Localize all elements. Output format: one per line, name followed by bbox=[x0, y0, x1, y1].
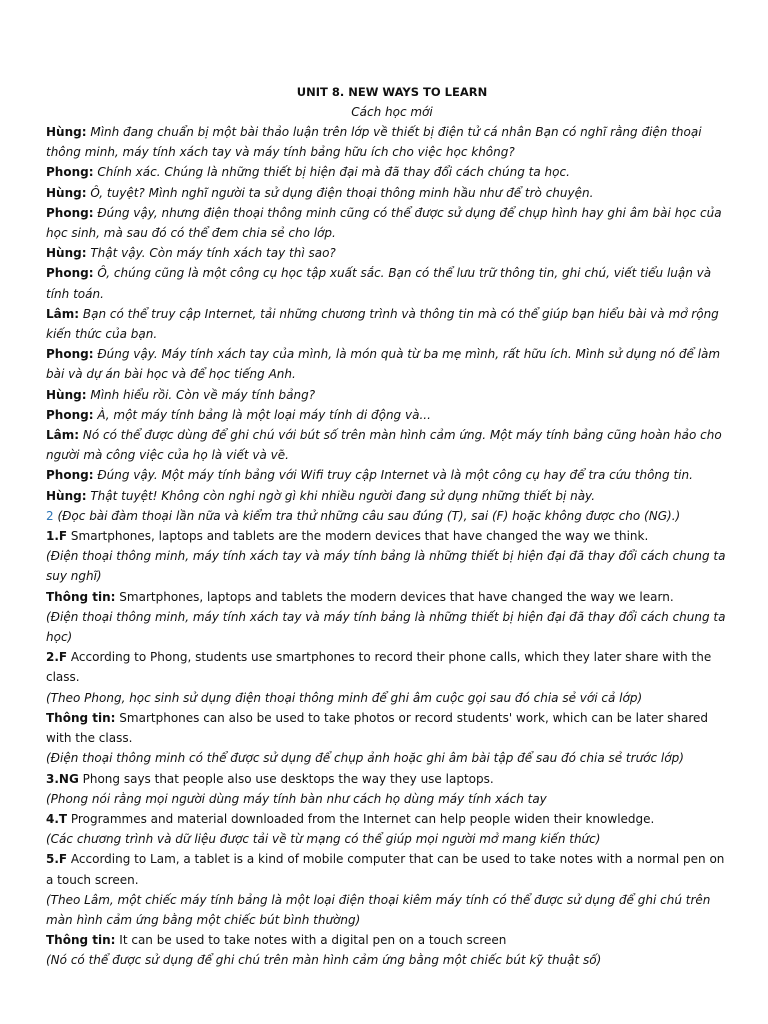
speaker-label: Hùng: bbox=[46, 488, 87, 503]
info-text: Smartphones can also be used to take photos or record students' work, which can be later shared with the class. bbox=[46, 710, 708, 746]
dialogue-line bbox=[46, 243, 726, 263]
item-info bbox=[46, 587, 726, 607]
item-label: 4.T bbox=[46, 811, 68, 826]
item-info bbox=[46, 708, 726, 748]
exercise-instruction-text: (Đọc bài đàm thoại lần nữa và kiểm tra thử những câu sau đúng (T), sai (F) hoặc không được cho (NG).) bbox=[53, 508, 681, 523]
dialogue-text: Mình hiểu rồi. Còn về máy tính bảng? bbox=[86, 387, 316, 402]
exercise-item bbox=[46, 849, 726, 889]
item-statement: Phong says that people also use desktops the way they use laptops. bbox=[78, 771, 494, 786]
info-label: Thông tin: bbox=[46, 589, 116, 604]
dialogue-text: Ô, chúng cũng là một công cụ học tập xuất sắc. Bạn có thể lưu trữ thông tin, ghi chú, viết tiểu luận và tính toán. bbox=[46, 266, 712, 301]
dialogue-text: Đúng vậy, nhưng điện thoại thông minh cũng có thể được sử dụng để chụp hình hay ghi âm bài học của học sinh, mà sau đó có thể đem chia sẻ cho lớp. bbox=[46, 205, 722, 241]
dialogue-line bbox=[46, 304, 726, 344]
info-label: Thông tin: bbox=[46, 933, 116, 948]
dialogue-line bbox=[46, 465, 726, 485]
item-statement: According to Lam, a tablet is a kind of mobile computer that can be used to take notes with a normal pen on a touch screen. bbox=[46, 852, 725, 887]
exercise-number: 2 bbox=[46, 508, 54, 523]
dialogue-line bbox=[46, 162, 726, 182]
dialogue-text: À, một máy tính bảng là một loại máy tính di động và... bbox=[93, 407, 431, 422]
dialogue-text: Ô, tuyệt? Mình nghĩ người ta sử dụng điện thoại thông minh hầu như để trò chuyện. bbox=[86, 185, 594, 200]
speaker-label: Phong: bbox=[46, 266, 94, 281]
speaker-label: Hùng: bbox=[46, 387, 87, 402]
exercise-item bbox=[46, 647, 726, 687]
speaker-label: Phong: bbox=[46, 407, 94, 422]
info-text: It can be used to take notes with a digital pen on a touch screen bbox=[115, 933, 507, 948]
item-translation: (Theo Lâm, một chiếc máy tính bảng là một loại điện thoại kiêm máy tính có thể được sử dụng để ghi chú trên màn hình cảm ứng bằng một chiếc bút bình thường) bbox=[46, 892, 711, 927]
item-translation: (Phong nói rằng mọi người dùng máy tính bàn như cách họ dùng máy tính xách tay bbox=[46, 791, 547, 806]
page-title: UNIT 8. NEW WAYS TO LEARN bbox=[296, 85, 488, 99]
item-statement: Smartphones, laptops and tablets are the modern devices that have changed the way we think. bbox=[67, 529, 649, 544]
item-translation: (Điện thoại thông minh, máy tính xách tay và máy tính bảng là những thiết bị hiện đại đã thay đổi cách chung ta suy nghĩ) bbox=[46, 549, 726, 584]
speaker-label: Phong: bbox=[46, 347, 94, 362]
dialogue-line bbox=[46, 183, 726, 203]
item-label: 1.F bbox=[46, 529, 68, 544]
dialogue-line bbox=[46, 385, 726, 405]
info-translation: (Điện thoại thông minh, máy tính xách tay và máy tính bảng là những thiết bị hiện đại đã thay đổi cách chung ta học) bbox=[46, 609, 726, 645]
document-page bbox=[46, 82, 726, 971]
dialogue-line bbox=[46, 425, 726, 465]
dialogue-line bbox=[46, 405, 726, 425]
speaker-label: Hùng: bbox=[46, 246, 87, 261]
dialogue-line bbox=[46, 486, 726, 506]
exercise-item bbox=[46, 809, 726, 829]
dialogue-text: Thật vậy. Còn máy tính xách tay thì sao? bbox=[86, 246, 336, 261]
dialogue-text: Nó có thể được dùng để ghi chú với bút số trên màn hình cảm ứng. Một máy tính bảng cũng hoàn hảo cho người mà công việc của họ là viết và vẽ. bbox=[46, 428, 722, 463]
speaker-label: Lâm: bbox=[46, 428, 80, 443]
dialogue-text: Thật tuyệt! Không còn nghi ngờ gì khi nhiều người đang sử dụng những thiết bị này. bbox=[86, 488, 596, 503]
item-info bbox=[46, 930, 726, 950]
item-label: 5.F bbox=[46, 852, 68, 867]
page-subtitle: Cách học mới bbox=[351, 105, 433, 119]
info-label: Thông tin: bbox=[46, 710, 116, 725]
item-statement: Programmes and material downloaded from the Internet can help people widen their knowledge. bbox=[67, 811, 655, 826]
dialogue-text: Đúng vậy. Một máy tính bảng với Wifi truy cập Internet và là một công cụ hay để tra cứu thông tin. bbox=[93, 468, 693, 483]
dialogue-line bbox=[46, 263, 726, 303]
item-translation: (Theo Phong, học sinh sử dụng điện thoại thông minh để ghi âm cuộc gọi sau đó chia sẻ với cả lớp) bbox=[46, 690, 643, 705]
exercise-item bbox=[46, 526, 726, 546]
dialogue-text: Đúng vậy. Máy tính xách tay của mình, là món quà từ ba mẹ mình, rất hữu ích. Mình sử dụng nó để làm bài và dự án bài học và để học tiếng Anh. bbox=[46, 347, 721, 382]
info-translation: (Điện thoại thông minh có thể được sử dụng để chụp ảnh hoặc ghi âm bài tập để sau đó chia sẻ trước lớp) bbox=[46, 751, 684, 766]
dialogue-line bbox=[46, 122, 726, 162]
speaker-label: Phong: bbox=[46, 468, 94, 483]
dialogue-text: Bạn có thể truy cập Internet, tải những chương trình và thông tin mà có thể giúp bạn hiểu bài và mở rộng kiến thức của bạn. bbox=[46, 306, 719, 342]
dialogue-text: Chính xác. Chúng là những thiết bị hiện đại mà đã thay đổi cách chúng ta học. bbox=[93, 165, 570, 180]
dialogue-line bbox=[46, 344, 726, 384]
dialogue-line bbox=[46, 203, 726, 243]
exercise-instruction bbox=[46, 506, 726, 526]
item-translation: (Các chương trình và dữ liệu được tải về từ mạng có thể giúp mọi người mở mang kiến thức) bbox=[46, 832, 601, 847]
dialogue-text: Mình đang chuẩn bị một bài thảo luận trên lớp về thiết bị điện tử cá nhân Bạn có nghĩ rằng điện thoại thông minh, máy tính xách tay và máy tính bảng hữu ích cho việc học không? bbox=[46, 125, 702, 160]
speaker-label: Hùng: bbox=[46, 185, 87, 200]
info-translation: (Nó có thể được sử dụng để ghi chú trên màn hình cảm ứng bằng một chiếc bút kỹ thuật số) bbox=[46, 953, 602, 968]
speaker-label: Lâm: bbox=[46, 306, 80, 321]
item-label: 2.F bbox=[46, 650, 68, 665]
item-label: 3.NG bbox=[46, 771, 79, 786]
speaker-label: Phong: bbox=[46, 205, 94, 220]
item-statement: According to Phong, students use smartphones to record their phone calls, which they later share with the class. bbox=[46, 650, 712, 685]
speaker-label: Phong: bbox=[46, 165, 94, 180]
info-text: Smartphones, laptops and tablets the modern devices that have changed the way we learn. bbox=[115, 589, 674, 604]
exercise-item bbox=[46, 769, 726, 789]
speaker-label: Hùng: bbox=[46, 125, 87, 139]
